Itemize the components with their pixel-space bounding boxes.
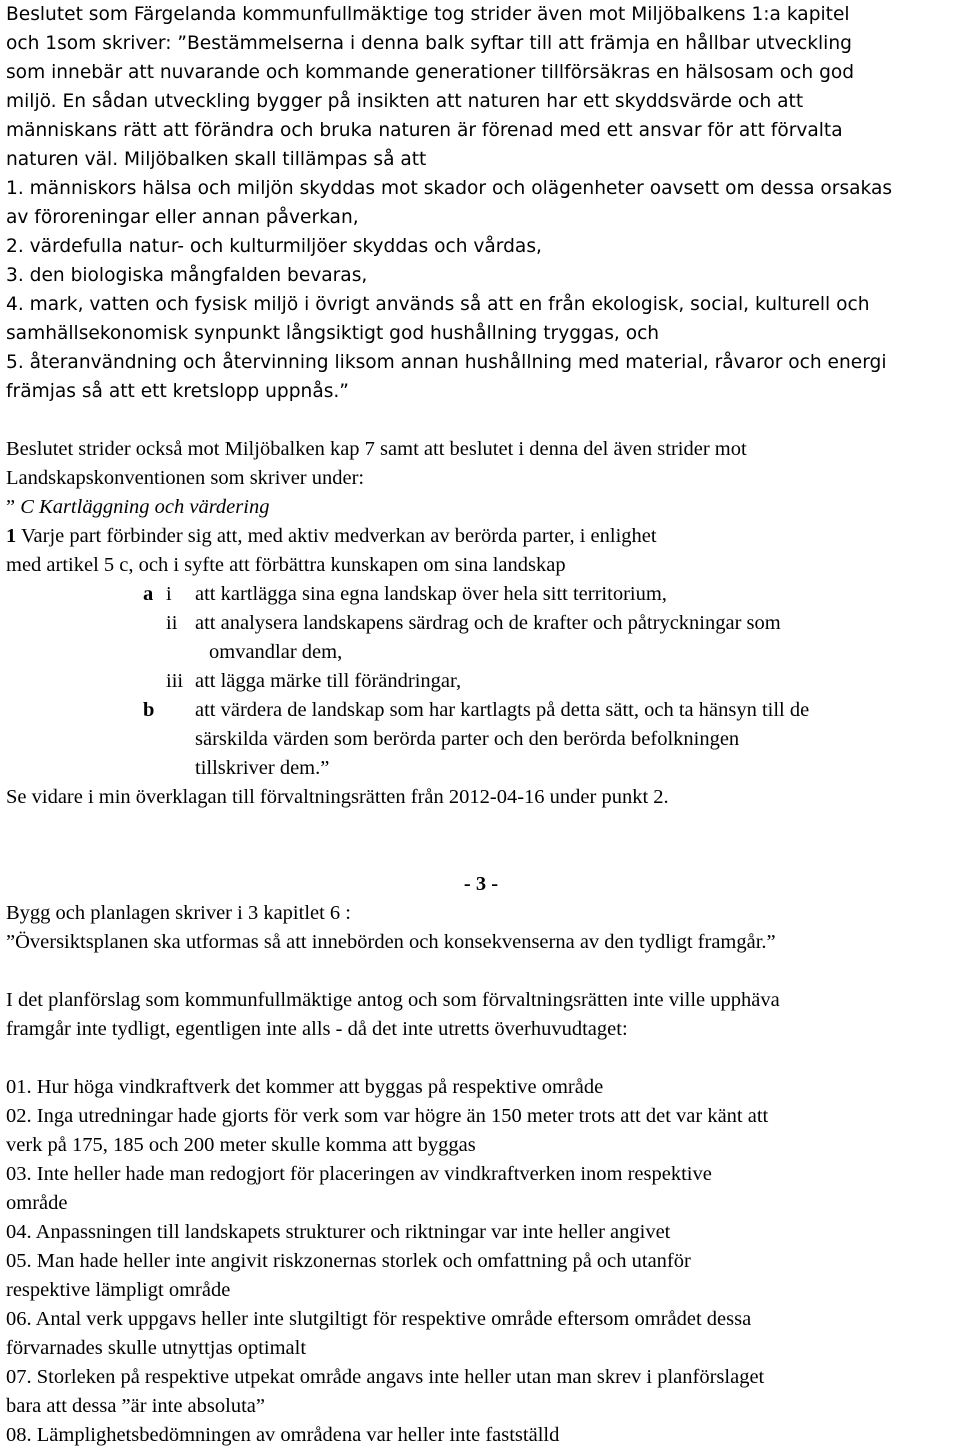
article-number: 1	[6, 525, 17, 547]
list-item-a-iii	[6, 667, 956, 696]
list-item-b	[6, 696, 956, 725]
planning-law-section	[6, 899, 956, 1044]
article-text: Varje part förbinder sig att, med aktiv medverkan av berörda parter, i enlighet	[16, 525, 657, 547]
paragraph-line: Bygg och planlagen skriver i 3 kapitlet 6 :	[6, 902, 352, 924]
list-item: 03. Inte heller hade man redogjort för placeringen av vindkraftverken inom respektive	[6, 1163, 712, 1185]
item-letter: a	[143, 583, 154, 605]
item-text: att värdera de landskap som har kartlagts på detta sätt, och ta hänsyn till de	[195, 699, 810, 721]
paragraph-line: 1. människors hälsa och miljön skyddas mot skador och olägenheter oavsett om dessa orsakas	[6, 178, 893, 199]
list-item: förvarnades skulle utnyttjas optimalt	[6, 1337, 307, 1359]
landscape-convention-quote	[6, 435, 956, 812]
paragraph-line: Se vidare i min överklagan till förvaltningsrätten från 2012-04-16 under punkt 2.	[6, 786, 669, 808]
item-continuation: särskilda värden som berörda parter och den berörda befolkningen	[195, 728, 740, 750]
list-item: 08. Lämplighetsbedömningen av områdena var heller inte fastställd	[6, 1424, 560, 1446]
paragraph-line: naturen väl. Miljöbalken skall tillämpas så att	[6, 149, 427, 170]
deficiency-list	[6, 1073, 956, 1450]
paragraph-line: människans rätt att förändra och bruka naturen är förenad med ett ansvar för att förvalta	[6, 120, 843, 141]
paragraph-line: miljö. En sådan utveckling bygger på insikten att naturen har ett skyddsvärde och att	[6, 91, 804, 112]
environmental-code-quote	[6, 0, 956, 406]
paragraph-gap	[6, 1044, 956, 1073]
list-item: 01. Hur höga vindkraftverk det kommer att byggas på respektive område	[6, 1076, 604, 1098]
item-text: att kartlägga sina egna landskap över hela sitt territorium,	[195, 583, 667, 605]
paragraph-line: som innebär att nuvarande och kommande generationer tillförsäkras en hälsosam och god	[6, 62, 855, 83]
item-text: att analysera landskapens särdrag och de krafter och påtryckningar som	[195, 612, 781, 634]
list-item: 07. Storleken på respektive utpekat område angavs inte heller utan man skrev i planförslaget	[6, 1366, 765, 1388]
article-line	[6, 522, 956, 551]
item-text: att lägga märke till förändringar,	[195, 670, 462, 692]
paragraph-line: av föroreningar eller annan påverkan,	[6, 207, 359, 228]
item-roman: ii	[166, 612, 178, 634]
section-heading	[6, 493, 956, 522]
list-item: 05. Man hade heller inte angivit riskzonernas storlek och omfattning på och utanför	[6, 1250, 691, 1272]
list-item: område	[6, 1192, 68, 1214]
paragraph-line: 2. värdefulla natur- och kulturmiljöer skyddas och vårdas,	[6, 236, 542, 257]
page-number: - 3 -	[463, 873, 499, 895]
paragraph-line: ”Översiktsplanen ska utformas så att innebörden och konsekvenserna av den tydligt framgår.”	[6, 931, 776, 953]
item-continuation: omvandlar dem,	[209, 641, 343, 663]
list-item: verk på 175, 185 och 200 meter skulle komma att byggas	[6, 1134, 476, 1156]
document-page	[6, 0, 956, 1450]
paragraph-line: med artikel 5 c, och i syfte att förbättra kunskapen om sina landskap	[6, 554, 566, 576]
item-letter: b	[143, 699, 155, 721]
list-item: respektive lämpligt område	[6, 1279, 231, 1301]
item-roman: iii	[166, 670, 184, 692]
paragraph-line: och 1som skriver: ”Bestämmelserna i denna balk syftar till att främja en hållbar utveckling	[6, 33, 852, 54]
paragraph-line: Beslutet strider också mot Miljöbalken kap 7 samt att beslutet i denna del även strider mot	[6, 438, 747, 460]
list-item: 04. Anpassningen till landskapets strukturer och riktningar var inte heller angivet	[6, 1221, 671, 1243]
opening-quote: ”	[6, 496, 21, 518]
paragraph-line: samhällsekonomisk synpunkt långsiktigt god hushållning tryggas, och	[6, 323, 660, 344]
list-item-a-ii	[6, 609, 956, 638]
list-item-a-i	[6, 580, 956, 609]
item-roman: i	[166, 583, 172, 605]
paragraph-line: 3. den biologiska mångfalden bevaras,	[6, 265, 368, 286]
paragraph-line: Beslutet som Färgelanda kommunfullmäktige tog strider även mot Miljöbalkens 1:a kapitel	[6, 4, 850, 25]
heading-text: C Kartläggning och värdering	[20, 496, 270, 518]
paragraph-gap	[6, 406, 956, 435]
paragraph-line: Landskapskonventionen som skriver under:	[6, 467, 365, 489]
list-item: 02. Inga utredningar hade gjorts för verk som var högre än 150 meter trots att det var känt att	[6, 1105, 769, 1127]
paragraph-gap	[6, 957, 956, 986]
paragraph-line: framgår inte tydligt, egentligen inte alls - då det inte utretts överhuvudtaget:	[6, 1018, 628, 1040]
paragraph-line: 4. mark, vatten och fysisk miljö i övrigt används så att en från ekologisk, social, kulturell och	[6, 294, 870, 315]
paragraph-line: 5. återanvändning och återvinning liksom annan hushållning med material, råvaror och energi	[6, 352, 887, 373]
list-item: bara att dessa ”är inte absoluta”	[6, 1395, 265, 1417]
list-item: 06. Antal verk uppgavs heller inte slutgiltigt för respektive område eftersom området dessa	[6, 1308, 752, 1330]
item-continuation: tillskriver dem.”	[195, 757, 330, 779]
paragraph-gap	[6, 812, 956, 870]
paragraph-line: främjas så att ett kretslopp uppnås.”	[6, 381, 349, 402]
paragraph-line: I det planförslag som kommunfullmäktige antog och som förvaltningsrätten inte ville upphäva	[6, 989, 780, 1011]
